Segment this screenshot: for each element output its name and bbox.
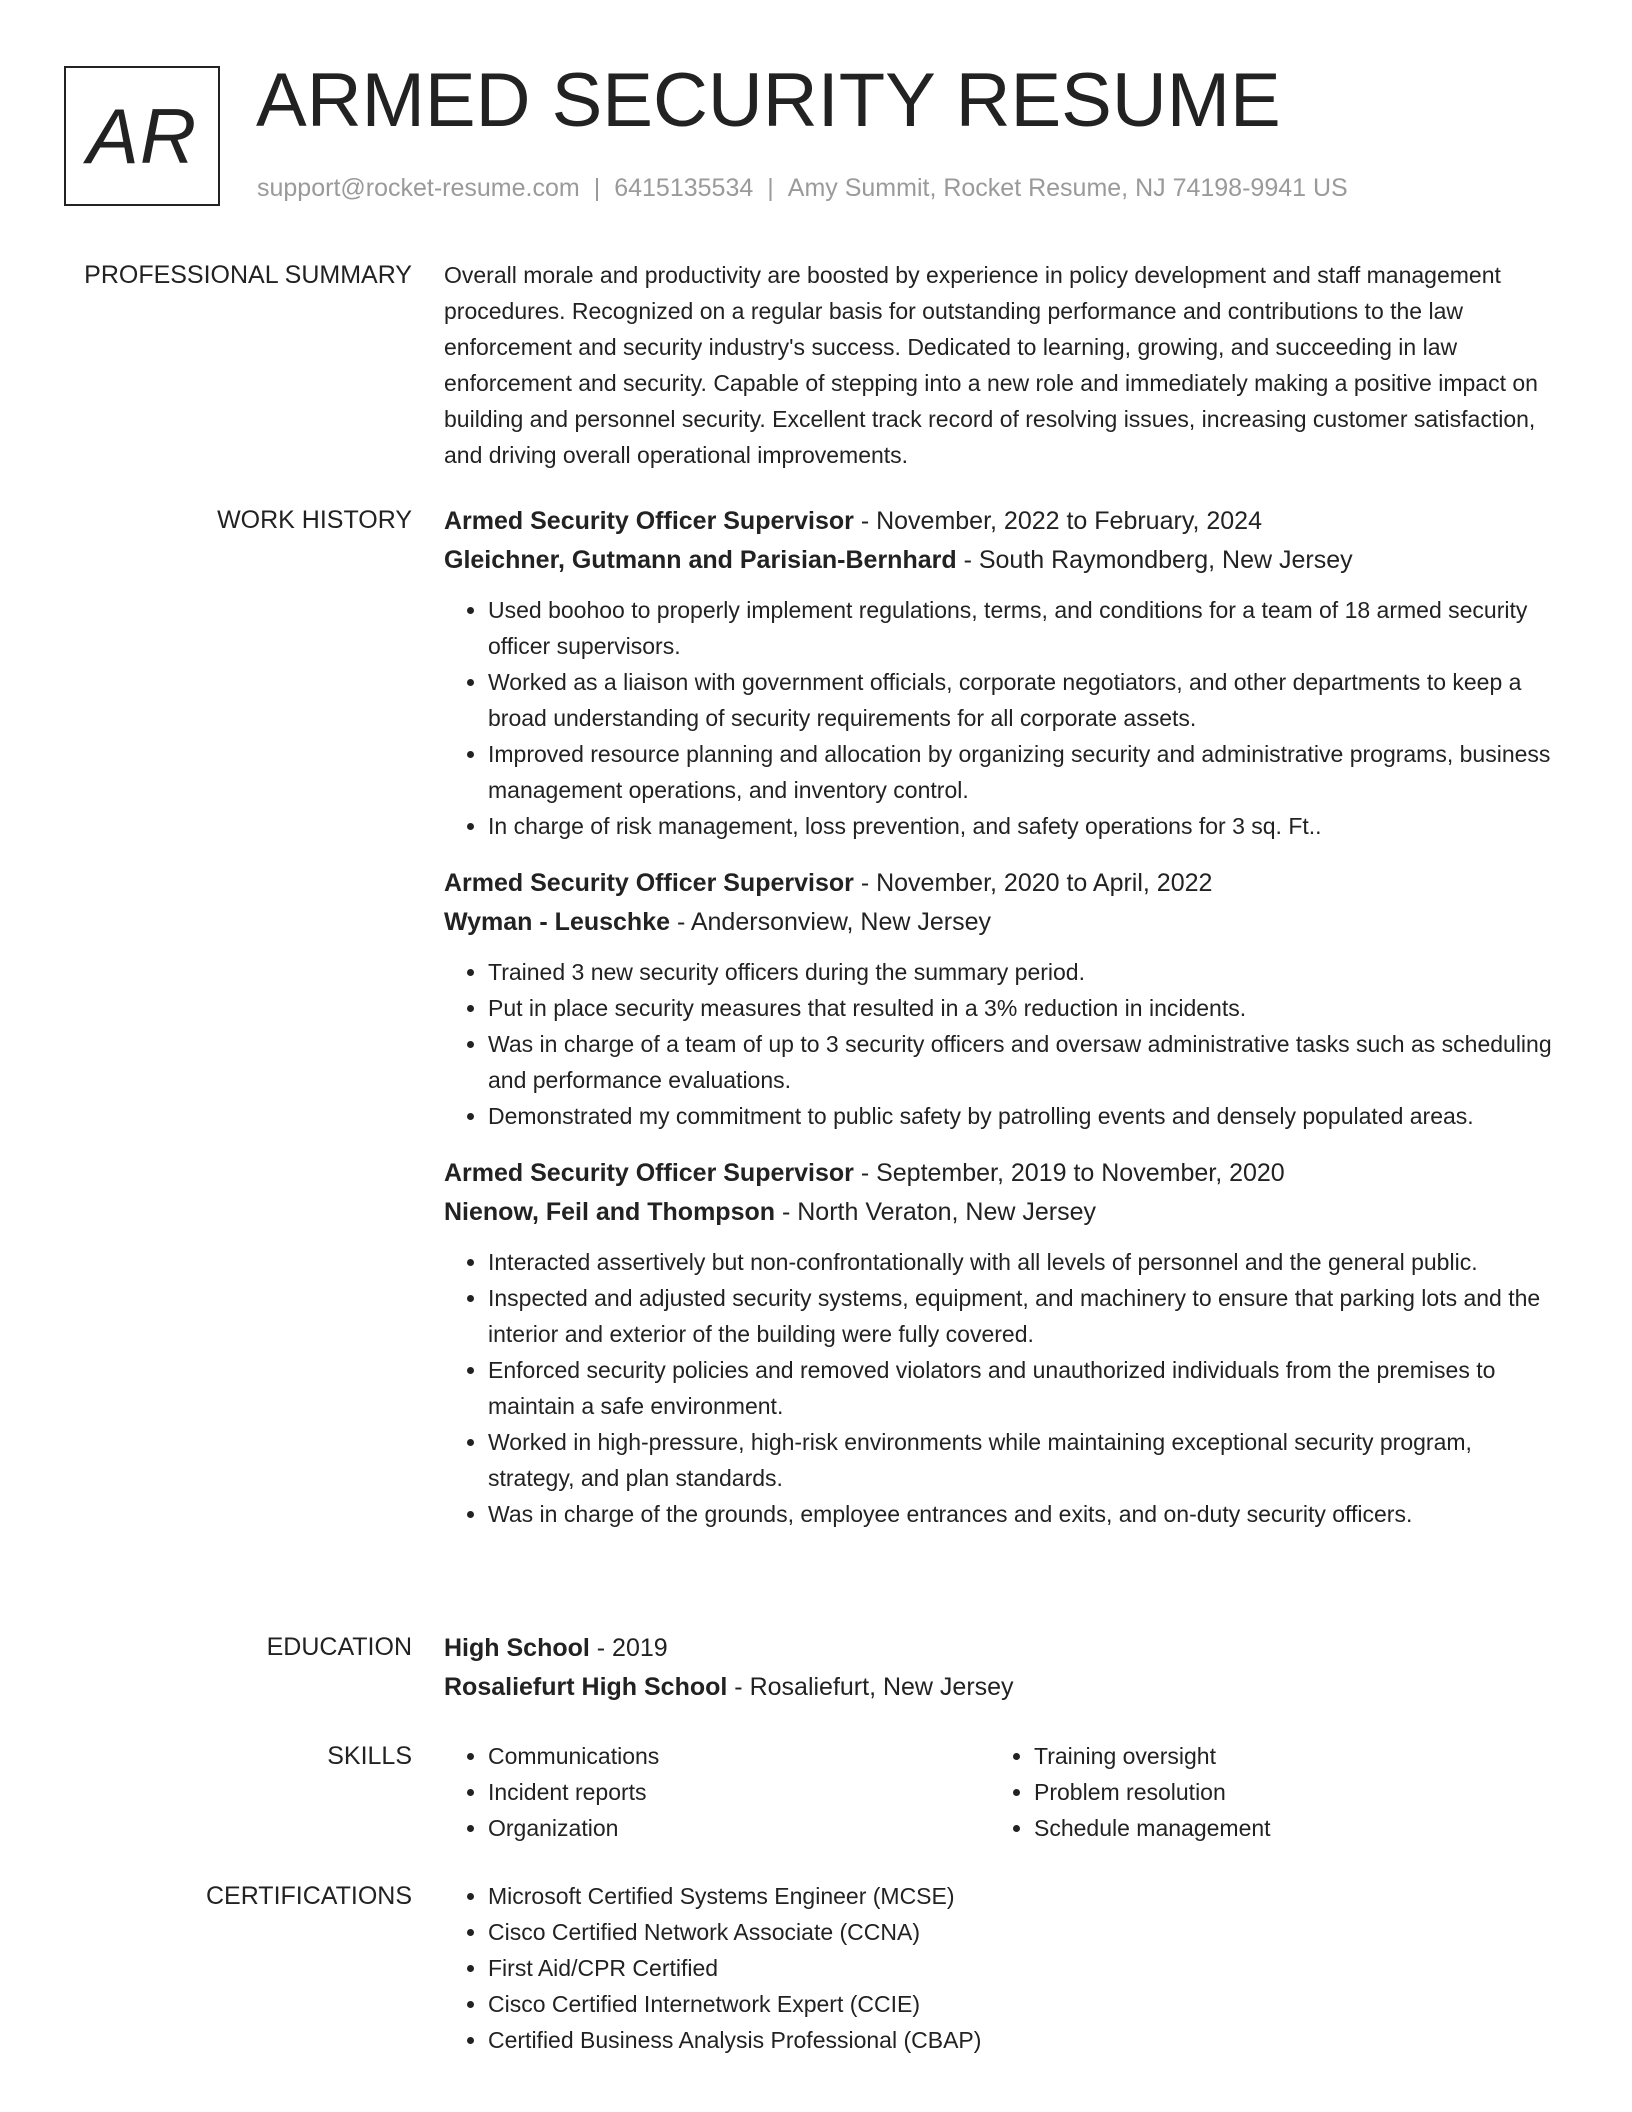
job-location: - Andersonview, New Jersey xyxy=(670,908,991,936)
education-degree-line xyxy=(444,1629,1562,1668)
skill-item: • Incident reports xyxy=(488,1774,990,1810)
job-bullet: • Used boohoo to properly implement regulations, terms, and conditions for a team of 18 armed security officer supervisors. xyxy=(488,592,1562,664)
certifications-list xyxy=(444,1878,1562,2058)
job-title: Armed Security Officer Supervisor xyxy=(444,507,854,535)
job-bullet: • Enforced security policies and removed violators and unauthorized individuals from the premises to maintain a safe environment. xyxy=(488,1352,1562,1424)
monogram-text: AR xyxy=(86,91,198,180)
job-bullet: • Put in place security measures that resulted in a 3% reduction in incidents. xyxy=(488,990,1562,1026)
job-bullet: • In charge of risk management, loss prevention, and safety operations for 3 sq. Ft.. xyxy=(488,808,1562,844)
summary-text: Overall morale and productivity are boosted by experience in policy development and staff management procedures. Recognized on a regular basis for outstanding performance and contributions to the law enforcement and security industry's success. Dedicated to learning, growing, and succeeding in law enforcement and security. Capable of stepping into a new role and immediately making a positive impact on building and personnel security. Excellent track record of resolving issues, increasing customer satisfaction, and driving overall operational improvements. xyxy=(444,262,1538,468)
job-title: Armed Security Officer Supervisor xyxy=(444,1159,854,1187)
job-dates: - September, 2019 to November, 2020 xyxy=(853,1159,1285,1187)
certification-item: • Microsoft Certified Systems Engineer (MCSE) xyxy=(488,1878,1562,1914)
job-bullet: • Was in charge of a team of up to 3 security officers and oversaw administrative tasks such as scheduling and performance evaluations. xyxy=(488,1026,1562,1098)
job-bullet: • Was in charge of the grounds, employee entrances and exits, and on-duty security officers. xyxy=(488,1496,1562,1532)
job-bullet: • Interacted assertively but non-confrontationally with all levels of personnel and the general public. xyxy=(488,1244,1562,1280)
job-title-line xyxy=(444,1154,1562,1193)
contact-line xyxy=(257,174,1348,203)
skill-item: • Communications xyxy=(488,1738,990,1774)
education-degree: High School xyxy=(444,1634,590,1662)
skill-item: • Training oversight xyxy=(1034,1738,1536,1774)
contact-email[interactable]: support@rocket-resume.com xyxy=(257,174,580,202)
job-bullet: • Worked in high-pressure, high-risk environments while maintaining exceptional security program, strategy, and plan standards. xyxy=(488,1424,1562,1496)
job-bullet: • Inspected and adjusted security systems, equipment, and machinery to ensure that parking lots and the interior and exterior of the building were fully covered. xyxy=(488,1280,1562,1352)
skill-item: • Organization xyxy=(488,1810,990,1846)
job-dates: - November, 2020 to April, 2022 xyxy=(853,869,1213,897)
job-dates: - November, 2022 to February, 2024 xyxy=(853,507,1262,535)
contact-phone[interactable]: 6415135534 xyxy=(614,174,754,202)
job-bullet: • Demonstrated my commitment to public safety by patrolling events and densely populated areas. xyxy=(488,1098,1562,1134)
skill-item: • Problem resolution xyxy=(1034,1774,1536,1810)
section-label-skills: SKILLS xyxy=(327,1742,412,1770)
job-company-line xyxy=(444,903,1562,942)
job-company: Nienow, Feil and Thompson xyxy=(444,1198,776,1226)
job-company-line xyxy=(444,1193,1562,1232)
section-label-work: WORK HISTORY xyxy=(217,506,412,534)
job-entry xyxy=(444,1154,1562,1532)
job-bullets xyxy=(444,1244,1562,1532)
skills-column-left xyxy=(444,1738,990,1846)
skills-column-right xyxy=(990,1738,1536,1846)
skills-grid xyxy=(444,1738,1562,1846)
job-location: - South Raymondberg, New Jersey xyxy=(956,546,1353,574)
job-company: Wyman - Leuschke xyxy=(444,908,671,936)
certification-item: • Certified Business Analysis Professional (CBAP) xyxy=(488,2022,1562,2058)
job-bullet: • Trained 3 new security officers during the summary period. xyxy=(488,954,1562,990)
contact-address: Amy Summit, Rocket Resume, NJ 74198-9941 US xyxy=(787,174,1348,202)
job-title-line xyxy=(444,864,1562,903)
certifications-body xyxy=(444,1878,1562,2058)
skills-body xyxy=(444,1738,1562,1846)
education-location: - Rosaliefurt, New Jersey xyxy=(727,1673,1014,1701)
job-title-line xyxy=(444,502,1562,541)
job-bullet: • Worked as a liaison with government officials, corporate negotiators, and other departments to keep a broad understanding of security requirements for all corporate assets. xyxy=(488,664,1562,736)
job-company: Gleichner, Gutmann and Parisian-Bernhard xyxy=(444,546,957,574)
education-school-line xyxy=(444,1668,1562,1707)
contact-separator: | xyxy=(767,174,774,202)
section-label-certifications: CERTIFICATIONS xyxy=(205,1882,412,1910)
job-entry xyxy=(444,502,1562,844)
certification-item: • Cisco Certified Internetwork Expert (CCIE) xyxy=(488,1986,1562,2022)
job-bullets xyxy=(444,592,1562,844)
monogram-badge xyxy=(64,66,220,206)
page-title: ARMED SECURITY RESUME xyxy=(256,58,1281,143)
education-school: Rosaliefurt High School xyxy=(444,1673,728,1701)
job-company-line xyxy=(444,541,1562,580)
job-bullets xyxy=(444,954,1562,1134)
job-title: Armed Security Officer Supervisor xyxy=(444,869,854,897)
work-body xyxy=(444,502,1562,1552)
job-bullet: • Improved resource planning and allocation by organizing security and administrative programs, business management operations, and inventory control. xyxy=(488,736,1562,808)
certification-item: • First Aid/CPR Certified xyxy=(488,1950,1562,1986)
summary-body xyxy=(444,257,1562,473)
job-location: - North Veraton, New Jersey xyxy=(775,1198,1096,1226)
contact-separator: | xyxy=(593,174,601,202)
education-year: - 2019 xyxy=(589,1634,668,1662)
education-body xyxy=(444,1629,1562,1707)
skill-item: • Schedule management xyxy=(1034,1810,1536,1846)
section-label-education: EDUCATION xyxy=(266,1633,412,1661)
section-label-summary: PROFESSIONAL SUMMARY xyxy=(84,261,412,289)
job-entry xyxy=(444,864,1562,1134)
certification-item: • Cisco Certified Network Associate (CCNA) xyxy=(488,1914,1562,1950)
